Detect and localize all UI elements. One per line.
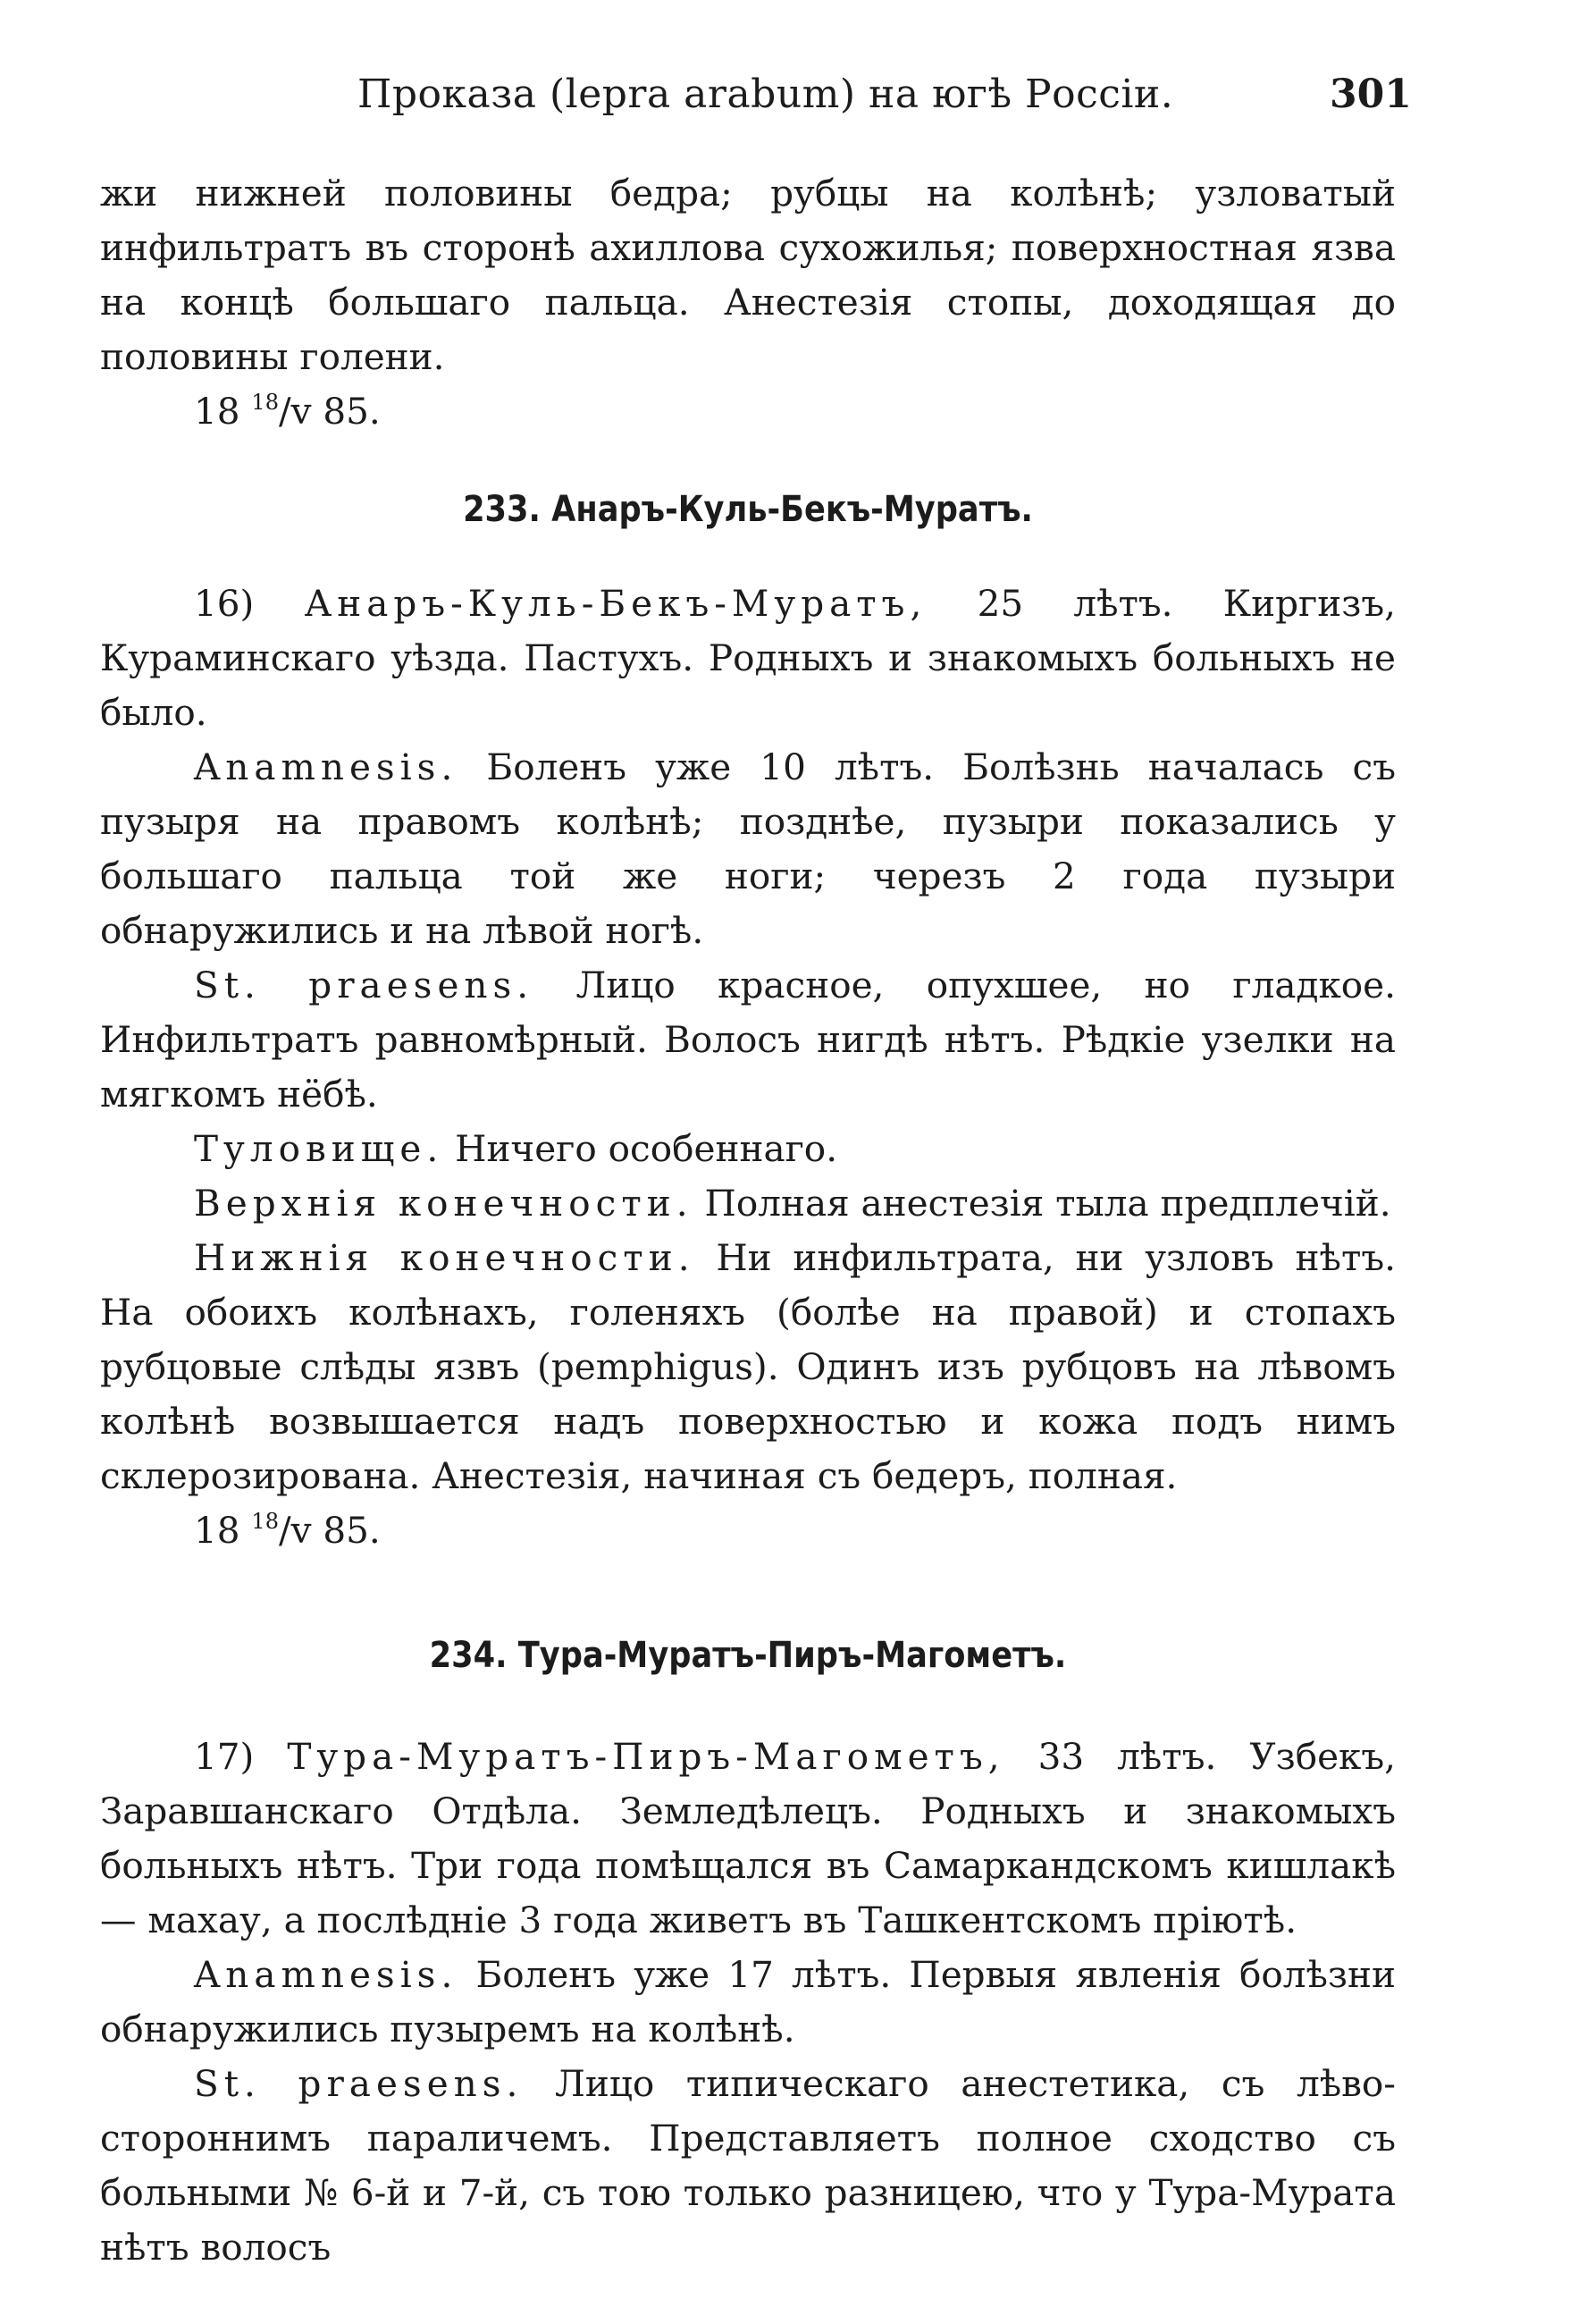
continuation-paragraph: жи нижней половины бедра; рубцы на колѣнѣ; узловатый инфильтратъ въ сторонѣ ахиллова сухожилья; поверхностная язва на концѣ большаго пальца. Анестезія стопы, доходящая до половины голени. [100,172,1396,378]
upper-limbs-text: Полная анестезія тыла предплечій. [693,1182,1391,1225]
praesens-text: Лицо красное, опухшее, но гладкое. Инфильтратъ равномѣрный. Волосъ нигдѣ нѣтъ. Рѣдкіе узелки на мягкомъ нёбѣ. [100,964,1396,1116]
case-number: 16) [194,582,305,625]
case-233-trunk [100,1122,1396,1176]
patient-name: Анаръ-Куль-Бекъ-Муратъ, [304,582,928,625]
date-prefix: 18 [194,1509,252,1552]
page-number: 301 [1330,72,1412,117]
case-233-lower-limbs [100,1231,1396,1503]
anamnesis-label: Anamnesis. [194,1953,458,1996]
praesens-label: St. praesens. [194,2062,524,2105]
running-title: Проказа (lepra arabum) на югѣ Россіи. [357,72,1174,117]
patient-name: Тура-Муратъ-Пиръ-Магометъ, [287,1735,1005,1778]
case-234-heading: 234. Тура-Муратъ-Пиръ-Магометъ. [429,1635,1067,1676]
lower-limbs-label: Нижнія конечности. [194,1236,695,1279]
upper-limbs-label: Верхнія конечности. [194,1182,693,1225]
case-233-heading: 233. Анаръ-Куль-Бекъ-Муратъ. [463,489,1033,530]
anamnesis-text: Боленъ уже 10 лѣтъ. Болѣзнь началась съ пузыря на правомъ колѣнѣ; позднѣе, пузыри показались у большаго пальца той же ноги; черезъ 2 года пузыри обнаружились и на лѣвой ногѣ. [100,745,1396,952]
running-head [0,72,1587,125]
intro-text: 25 лѣтъ. Киргизъ, Кураминскаго уѣзда. Пастухъ. Родныхъ и знакомыхъ больныхъ не было. [100,582,1396,734]
case-234-anamnesis [100,1948,1396,2057]
date-line [100,1503,1396,1558]
praesens-label: St. praesens. [194,964,534,1006]
case-234-praesens [100,2057,1396,2275]
case-233-praesens [100,958,1396,1122]
date-superscript: 18 [251,390,279,415]
date-prefix: 18 [194,390,252,433]
praesens-text: Лицо типическаго анестетика, съ лѣво-стороннимъ параличемъ. Представляетъ полное сходство съ больными № 6-й и 7-й, съ тою только разницею, что у Тура-Мурата нѣтъ волосъ [100,2062,1396,2269]
case-233-intro [100,577,1396,740]
intro-text: 33 лѣтъ. Узбекъ, Заравшанскаго Отдѣла. Земледѣлецъ. Родныхъ и знакомыхъ больныхъ нѣтъ. Три года помѣщался въ Самаркандскомъ кишлакѣ— махау, а послѣдніе 3 года живетъ въ Ташкентскомъ пріютѣ. [100,1735,1396,1941]
date-superscript: 18 [251,1509,279,1534]
trunk-label: Туловище. [194,1127,444,1170]
case-233-upper-limbs [100,1176,1396,1231]
case-number: 17) [194,1735,288,1778]
trunk-text: Ничего особеннаго. [443,1127,838,1170]
date-line [100,384,1396,439]
anamnesis-label: Anamnesis. [194,745,458,788]
case-233-anamnesis [100,740,1396,958]
date-suffix: /v 85. [278,390,381,433]
page-body [100,166,1396,2275]
date-suffix: /v 85. [278,1509,381,1552]
lower-limbs-text: Ни инфильтрата, ни узловъ нѣтъ. На обоихъ колѣнахъ, голеняхъ (болѣе на правой) и стопахъ рубцовые слѣды язвъ (pemphigus). Одинъ изъ рубцовъ на лѣвомъ колѣнѣ возвышается надъ поверхностью и кожа подъ нимъ склерозирована. Анестезія, начиная съ бедеръ, полная. [100,1236,1397,1497]
anamnesis-text: Боленъ уже 17 лѣтъ. Первыя явленія болѣзни обнаружились пузыремъ на колѣнѣ. [100,1953,1396,2050]
case-234-intro [100,1730,1396,1948]
